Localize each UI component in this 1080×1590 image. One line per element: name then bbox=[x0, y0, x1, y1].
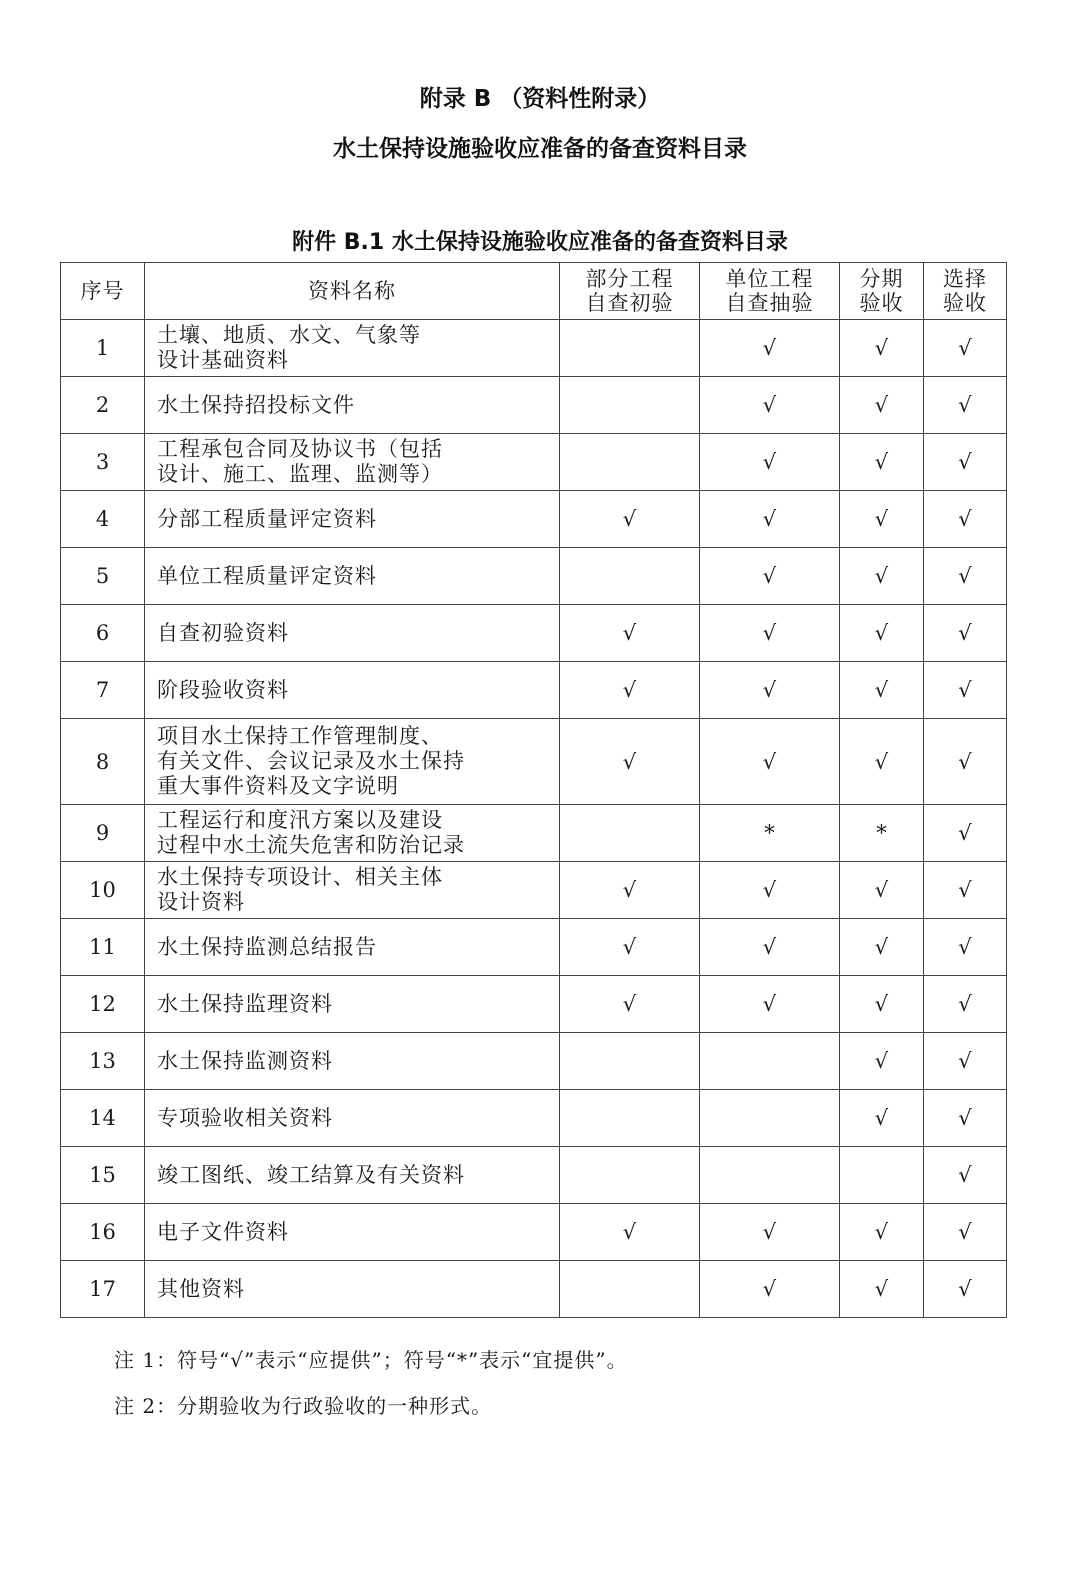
row-mark-c4: √ bbox=[924, 491, 1007, 548]
row-mark-c2: √ bbox=[700, 1204, 840, 1261]
note-1: 注 1：符号“√”表示“应提供”；符号“*”表示“宜提供”。 bbox=[114, 1348, 628, 1372]
row-mark-c4: √ bbox=[924, 919, 1007, 976]
row-mark-c3: √ bbox=[840, 1204, 924, 1261]
table-row bbox=[61, 1147, 1007, 1204]
row-seq: 12 bbox=[61, 976, 145, 1033]
row-mark-c2: √ bbox=[700, 434, 840, 491]
row-mark-c4: √ bbox=[924, 605, 1007, 662]
row-name: 水土保持监测资料 bbox=[145, 1033, 560, 1090]
row-mark-c3: √ bbox=[840, 1033, 924, 1090]
row-seq: 10 bbox=[61, 862, 145, 919]
row-seq: 13 bbox=[61, 1033, 145, 1090]
row-name: 自查初验资料 bbox=[145, 605, 560, 662]
row-mark-c3: √ bbox=[840, 719, 924, 805]
row-seq: 4 bbox=[61, 491, 145, 548]
row-name: 水土保持专项设计、相关主体 设计资料 bbox=[145, 862, 560, 919]
row-mark-c1: √ bbox=[560, 1204, 700, 1261]
row-mark-c1 bbox=[560, 320, 700, 377]
row-mark-c3: √ bbox=[840, 862, 924, 919]
row-mark-c4: √ bbox=[924, 805, 1007, 862]
row-mark-c4: √ bbox=[924, 320, 1007, 377]
row-name: 电子文件资料 bbox=[145, 1204, 560, 1261]
row-mark-c1: √ bbox=[560, 662, 700, 719]
row-mark-c2: √ bbox=[700, 1261, 840, 1318]
row-name: 单位工程质量评定资料 bbox=[145, 548, 560, 605]
row-name: 其他资料 bbox=[145, 1261, 560, 1318]
table-row bbox=[61, 862, 1007, 919]
row-mark-c2 bbox=[700, 1033, 840, 1090]
row-mark-c2: √ bbox=[700, 662, 840, 719]
row-seq: 8 bbox=[61, 719, 145, 805]
table-row bbox=[61, 662, 1007, 719]
row-mark-c3: √ bbox=[840, 919, 924, 976]
table-row bbox=[61, 1261, 1007, 1318]
row-mark-c1: √ bbox=[560, 919, 700, 976]
row-mark-c2: √ bbox=[700, 320, 840, 377]
row-seq: 17 bbox=[61, 1261, 145, 1318]
table-row bbox=[61, 605, 1007, 662]
header-unit-project-self-check: 单位工程 自查抽验 bbox=[700, 263, 840, 320]
row-mark-c4: √ bbox=[924, 1033, 1007, 1090]
row-mark-c2: √ bbox=[700, 491, 840, 548]
row-mark-c3: √ bbox=[840, 662, 924, 719]
row-name: 竣工图纸、竣工结算及有关资料 bbox=[145, 1147, 560, 1204]
row-mark-c2: √ bbox=[700, 719, 840, 805]
table-caption: 附件 B.1 水土保持设施验收应准备的备查资料目录 bbox=[292, 230, 788, 255]
row-mark-c3: √ bbox=[840, 548, 924, 605]
row-mark-c2: √ bbox=[700, 862, 840, 919]
table-header-row bbox=[61, 263, 1007, 320]
table-row bbox=[61, 434, 1007, 491]
row-mark-c1: √ bbox=[560, 862, 700, 919]
note-2: 注 2：分期验收为行政验收的一种形式。 bbox=[114, 1394, 493, 1418]
row-mark-c4: √ bbox=[924, 976, 1007, 1033]
header-selective-acceptance: 选择 验收 bbox=[924, 263, 1007, 320]
row-mark-c2 bbox=[700, 1090, 840, 1147]
row-name: 工程承包合同及协议书（包括 设计、施工、监理、监测等） bbox=[145, 434, 560, 491]
row-seq: 14 bbox=[61, 1090, 145, 1147]
row-mark-c4: √ bbox=[924, 719, 1007, 805]
table-row bbox=[61, 719, 1007, 805]
row-name: 专项验收相关资料 bbox=[145, 1090, 560, 1147]
row-mark-c4: √ bbox=[924, 1147, 1007, 1204]
row-seq: 9 bbox=[61, 805, 145, 862]
header-partial-project-self-check: 部分工程 自查初验 bbox=[560, 263, 700, 320]
table-row bbox=[61, 491, 1007, 548]
row-mark-c1 bbox=[560, 548, 700, 605]
row-mark-c1 bbox=[560, 1090, 700, 1147]
table-row bbox=[61, 1090, 1007, 1147]
row-mark-c2: √ bbox=[700, 976, 840, 1033]
row-name: 土壤、地质、水文、气象等 设计基础资料 bbox=[145, 320, 560, 377]
appendix-subtitle: 水土保持设施验收应准备的备查资料目录 bbox=[333, 136, 747, 162]
row-mark-c3: * bbox=[840, 805, 924, 862]
table-body bbox=[61, 320, 1007, 1318]
row-mark-c3: √ bbox=[840, 377, 924, 434]
header-phased-acceptance: 分期 验收 bbox=[840, 263, 924, 320]
row-mark-c1 bbox=[560, 434, 700, 491]
row-name: 项目水土保持工作管理制度、 有关文件、会议记录及水土保持 重大事件资料及文字说明 bbox=[145, 719, 560, 805]
row-seq: 1 bbox=[61, 320, 145, 377]
row-mark-c2: * bbox=[700, 805, 840, 862]
row-mark-c1 bbox=[560, 1261, 700, 1318]
row-mark-c3: √ bbox=[840, 976, 924, 1033]
row-mark-c1 bbox=[560, 805, 700, 862]
row-mark-c2: √ bbox=[700, 919, 840, 976]
row-name: 水土保持监测总结报告 bbox=[145, 919, 560, 976]
row-mark-c1 bbox=[560, 1033, 700, 1090]
row-seq: 15 bbox=[61, 1147, 145, 1204]
row-seq: 16 bbox=[61, 1204, 145, 1261]
table-row bbox=[61, 377, 1007, 434]
row-mark-c1 bbox=[560, 377, 700, 434]
row-seq: 3 bbox=[61, 434, 145, 491]
table-row bbox=[61, 1204, 1007, 1261]
row-mark-c1: √ bbox=[560, 976, 700, 1033]
row-mark-c4: √ bbox=[924, 662, 1007, 719]
table-row bbox=[61, 805, 1007, 862]
row-mark-c3: √ bbox=[840, 434, 924, 491]
row-mark-c3: √ bbox=[840, 605, 924, 662]
appendix-title: 附录 B （资料性附录） bbox=[419, 86, 661, 112]
row-mark-c2: √ bbox=[700, 377, 840, 434]
row-mark-c1: √ bbox=[560, 491, 700, 548]
row-name: 工程运行和度汛方案以及建设 过程中水土流失危害和防治记录 bbox=[145, 805, 560, 862]
row-mark-c2: √ bbox=[700, 548, 840, 605]
table-row bbox=[61, 320, 1007, 377]
row-seq: 7 bbox=[61, 662, 145, 719]
row-name: 水土保持招投标文件 bbox=[145, 377, 560, 434]
row-name: 阶段验收资料 bbox=[145, 662, 560, 719]
row-mark-c3: √ bbox=[840, 1090, 924, 1147]
row-name: 水土保持监理资料 bbox=[145, 976, 560, 1033]
table-row bbox=[61, 1033, 1007, 1090]
row-mark-c4: √ bbox=[924, 1204, 1007, 1261]
row-mark-c3 bbox=[840, 1147, 924, 1204]
row-seq: 11 bbox=[61, 919, 145, 976]
table-row bbox=[61, 919, 1007, 976]
row-mark-c3: √ bbox=[840, 320, 924, 377]
row-mark-c4: √ bbox=[924, 377, 1007, 434]
row-mark-c2 bbox=[700, 1147, 840, 1204]
row-mark-c4: √ bbox=[924, 434, 1007, 491]
row-mark-c4: √ bbox=[924, 1090, 1007, 1147]
row-mark-c1 bbox=[560, 1147, 700, 1204]
row-mark-c3: √ bbox=[840, 1261, 924, 1318]
row-seq: 5 bbox=[61, 548, 145, 605]
row-seq: 2 bbox=[61, 377, 145, 434]
row-mark-c4: √ bbox=[924, 862, 1007, 919]
row-mark-c2: √ bbox=[700, 605, 840, 662]
row-mark-c4: √ bbox=[924, 548, 1007, 605]
header-seq: 序号 bbox=[61, 263, 145, 320]
row-mark-c1: √ bbox=[560, 719, 700, 805]
row-name: 分部工程质量评定资料 bbox=[145, 491, 560, 548]
header-name: 资料名称 bbox=[145, 263, 560, 320]
table-row bbox=[61, 976, 1007, 1033]
row-mark-c4: √ bbox=[924, 1261, 1007, 1318]
checklist-table bbox=[60, 262, 1007, 1318]
table-row bbox=[61, 548, 1007, 605]
row-mark-c3: √ bbox=[840, 491, 924, 548]
row-mark-c1: √ bbox=[560, 605, 700, 662]
row-seq: 6 bbox=[61, 605, 145, 662]
